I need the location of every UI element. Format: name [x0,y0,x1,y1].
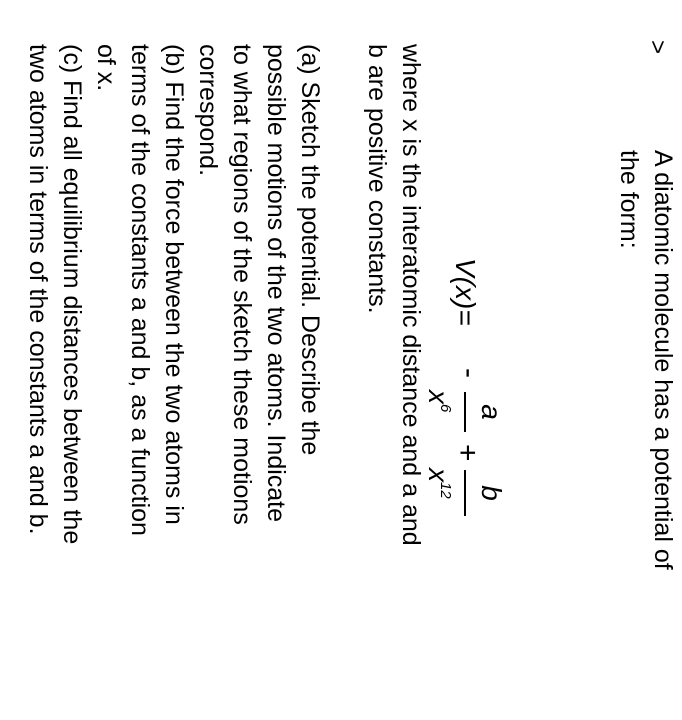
fraction-bar [464,470,466,516]
intro-line-1: A diatomic molecule has a potential of [649,150,677,570]
question-a-line-2: possible motions of the two atoms. Indicate [262,44,290,523]
term-a-base: x [423,390,454,404]
question-a-line-4: correspond. [194,44,222,177]
formula-plus: + [451,444,484,462]
question-c-line-2: two atoms in terms of the constants a and b. [24,44,52,535]
formula-term-b-numerator: b [476,485,507,501]
term-b-exponent: 12 [437,482,454,499]
question-a-line-1: (a) Sketch the potential. Describe the [296,44,324,456]
term-a-exponent: 6 [437,404,454,413]
question-c-line-1: (c) Find all equilibrium distances between the [58,44,86,545]
formula-term-a-numerator: a [476,404,507,420]
intro-line-2: the form: [615,150,643,249]
question-b-line-1: (b) Find the force between the two atoms in [160,44,188,525]
bullet-marker: > [644,40,671,55]
potential-formula [418,258,508,538]
formula-term-a [418,390,508,434]
term-b-base: x [423,468,454,482]
formula-minus: - [453,368,486,378]
formula-lhs: V(x)= [450,258,481,326]
definition-line-1: where x is the interatomic distance and a and [397,44,425,546]
question-a-line-3: to what regions of the sketch these motions [228,44,256,525]
formula-term-b [418,468,508,518]
definition-line-2: b are positive constants. [363,44,391,314]
fraction-bar [464,392,466,432]
question-b-line-3: of x. [92,44,120,92]
question-b-line-2: terms of the constants a and b, as a function [126,44,154,536]
